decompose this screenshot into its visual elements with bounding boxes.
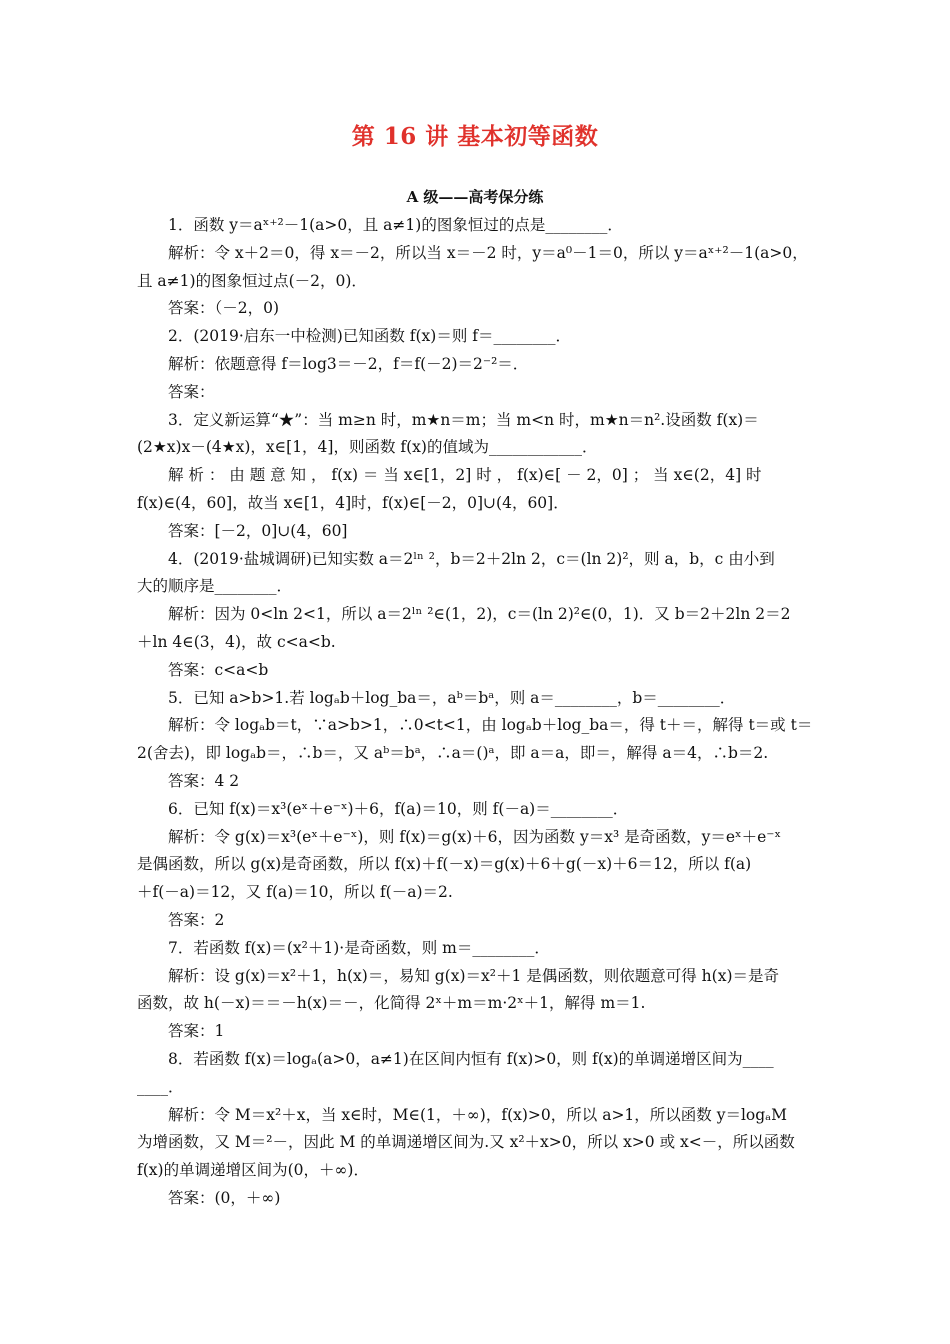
text-line: 5．已知 a>b>1.若 logₐb＋log_ba＝，aᵇ＝bᵃ，则 a＝________，b＝________． xyxy=(168,688,736,707)
text-line: ＋ln 4∈(3，4)，故 c<a<b. xyxy=(137,632,336,651)
page-title: 第 16 讲 基本初等函数 xyxy=(351,123,599,150)
text-line: 大的顺序是________． xyxy=(137,577,293,596)
text-line: f(x)的单调递增区间为(0，＋∞)． xyxy=(137,1161,369,1180)
text-line: 答案：[－2，0]∪(4，60] xyxy=(168,521,348,540)
text-line: 函数，故 h(－x)＝＝－h(x)＝－，化简得 2ˣ＋m＝m·2ˣ＋1，解得 m＝1. xyxy=(137,994,646,1013)
text-line: 8．若函数 f(x)＝logₐ(a>0，a≠1)在区间内恒有 f(x)>0，则 f(x)的单调递增区间为____ xyxy=(168,1049,774,1068)
text-line: 6．已知 f(x)＝x³(eˣ＋e⁻ˣ)＋6，f(a)＝10，则 f(－a)＝________． xyxy=(168,799,629,818)
text-line: 答案：2 xyxy=(168,910,225,929)
text-line: 解析：令 x＋2＝0，得 x＝－2，所以当 x＝－2 时，y＝a⁰－1＝0，所以 y＝aˣ⁺²－1(a>0， xyxy=(168,243,808,262)
text-line: 答案：4 2 xyxy=(168,771,240,790)
text-line: 解析：因为 0<ln 2<1，所以 a＝2ˡⁿ ²∈(1，2)，c＝(ln 2)²∈(0，1)．又 b＝2＋2ln 2＝2 xyxy=(168,605,791,624)
text-line: 解析：令 M＝x²＋x，当 x∈时，M∈(1，＋∞)，f(x)>0，所以 a>1，所以函数 y＝logₐM xyxy=(168,1105,788,1124)
text-line: f(x)∈(4，60]，故当 x∈[1，4]时，f(x)∈[－2，0]∪(4，60]． xyxy=(137,493,569,512)
text-line: 且 a≠1)的图象恒过点(－2，0)． xyxy=(137,271,367,290)
section-subtitle: A 级——高考保分练 xyxy=(406,188,544,206)
text-line: 解析：令 logₐb＝t，∵a>b>1，∴0<t<1，由 logₐb＋log_ba＝，得 t＋＝，解得 t＝或 t＝ xyxy=(168,716,813,735)
text-line: 答案：c<a<b xyxy=(168,660,269,679)
text-line: 答案： xyxy=(168,382,215,401)
text-line: 3．定义新运算“★”：当 m≥n 时，m★n＝m；当 m<n 时，m★n＝n².设函数 f(x)＝ xyxy=(168,410,759,429)
text-line: 1．函数 y＝aˣ⁺²－1(a>0，且 a≠1)的图象恒过的点是________． xyxy=(168,216,623,234)
text-line: ＋f(－a)＝12，又 f(a)＝10，所以 f(－a)＝2. xyxy=(137,883,453,902)
text-line: 7．若函数 f(x)＝(x²＋1)·是奇函数，则 m＝________． xyxy=(168,938,550,957)
text-line: 解 析 ： 由 题 意 知 ， f(x) ＝ 当 x∈[1，2] 时 ， f(x)∈[ － 2，0] ； 当 x∈(2，4] 时 xyxy=(168,466,762,485)
text-line: 解析：依题意得 f＝log3＝－2，f＝f(－2)＝2⁻²＝． xyxy=(168,354,529,373)
document-body xyxy=(137,212,813,1213)
text-line: 答案：1 xyxy=(168,1022,225,1041)
text-line: 解析：令 g(x)＝x³(eˣ＋e⁻ˣ)，则 f(x)＝g(x)＋6，因为函数 y＝x³ 是奇函数，y＝eˣ＋e⁻ˣ xyxy=(168,827,782,846)
text-line: 答案：(0，＋∞) xyxy=(168,1188,281,1207)
text-line: 2(舍去)，即 logₐb＝，∴b＝，又 aᵇ＝bᵃ，∴a＝()ᵃ，即 a＝a，即＝，解得 a＝4，∴b＝2. xyxy=(137,744,769,763)
text-line: 2．(2019·启东一中检测)已知函数 f(x)＝则 f＝________． xyxy=(168,327,571,346)
text-line: 4．(2019·盐城调研)已知实数 a＝2ˡⁿ ²，b＝2＋2ln 2，c＝(ln 2)²，则 a，b，c 由小到 xyxy=(168,549,775,568)
text-line: 是偶函数，所以 g(x)是奇函数，所以 f(x)＋f(－x)＝g(x)＋6＋g(－x)＋6＝12，所以 f(a) xyxy=(137,855,752,874)
text-line: ____． xyxy=(137,1077,184,1096)
text-line: 解析：设 g(x)＝x²＋1，h(x)＝，易知 g(x)＝x²＋1 是偶函数，则依题意可得 h(x)＝是奇 xyxy=(168,966,779,985)
text-line: (2★x)x－(4★x)，x∈[1，4]，则函数 f(x)的值域为____________． xyxy=(137,438,598,457)
text-line: 答案：（－2，0) xyxy=(168,299,280,318)
text-line: 为增函数，又 M＝²－，因此 M 的单调递增区间为.又 x²＋x>0，所以 x>0 或 x<－，所以函数 xyxy=(137,1133,795,1152)
